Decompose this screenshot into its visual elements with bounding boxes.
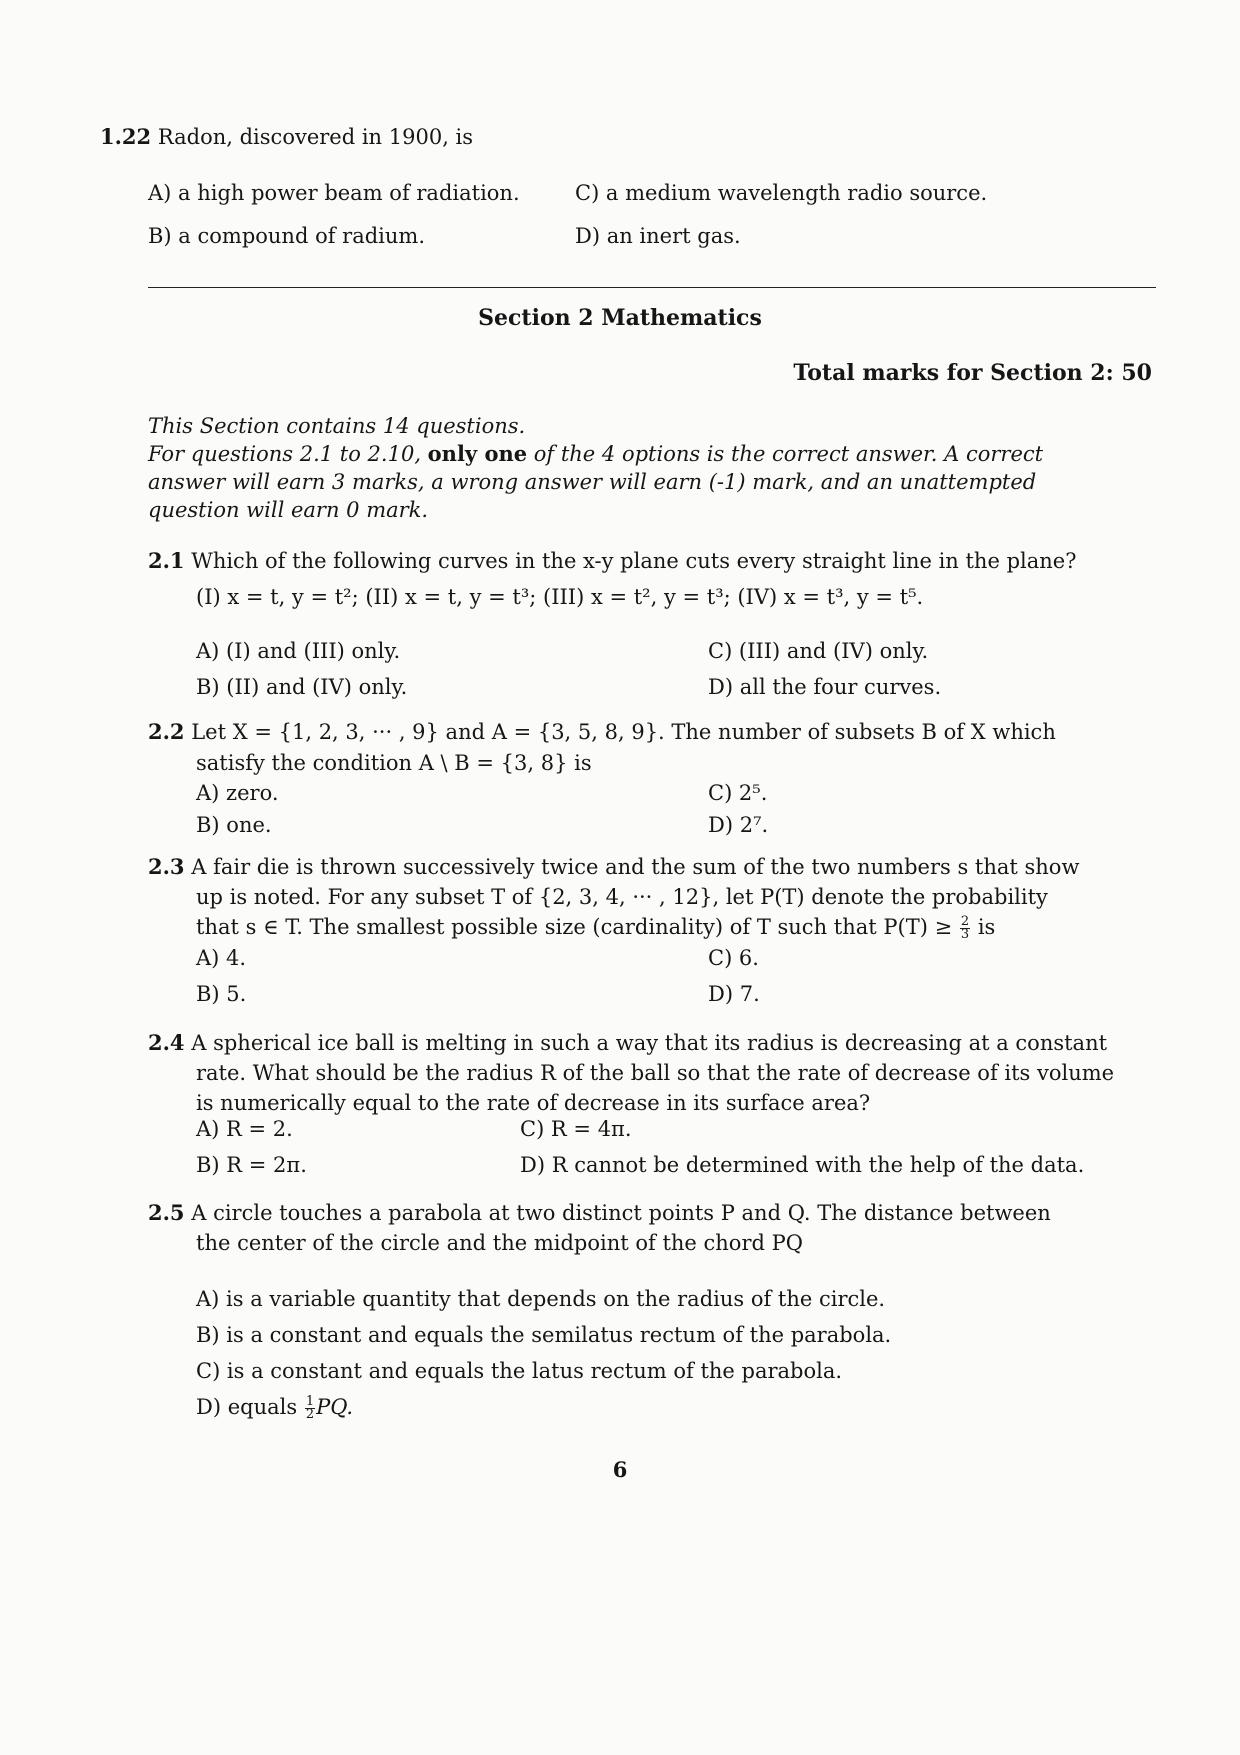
option-text: PQ. [316,1395,354,1419]
question-number: 2.3 [148,854,185,879]
question-number: 2.1 [148,548,185,573]
question-number: 2.5 [148,1200,185,1225]
question-number: 2.2 [148,719,185,744]
section-intro-line-1: This Section contains 14 questions. [148,414,526,438]
option-d: D) 2⁷. [708,813,769,837]
fraction [960,916,970,941]
question-2-4-stem-line-2: rate. What should be the radius R of the ball so that the rate of decrease of its volume [196,1061,1115,1085]
question-2-3-stem-line-2: up is noted. For any subset T of {2, 3, 4, ··· , 12}, let P(T) denote the probability [196,885,1048,909]
question-text: A fair die is thrown successively twice and the sum of the two numbers s that show [191,855,1080,879]
section-intro-line-4: question will earn 0 mark. [148,498,429,522]
question-text: that s ∈ T. The smallest possible size (cardinality) of T such that P(T) ≥ [196,915,953,939]
fraction-numerator: 2 [960,914,970,929]
question-2-2-stem-line-2: satisfy the condition A \ B = {3, 8} is [196,751,592,775]
fraction-numerator: 1 [305,1394,315,1409]
option-c: C) (III) and (IV) only. [708,639,929,663]
question-2-4-stem [148,1030,1107,1056]
option-d: D) R cannot be determined with the help of the data. [520,1153,1085,1177]
option-c: C) is a constant and equals the latus rectum of the parabola. [196,1359,843,1383]
intro-text: of the 4 options is the correct answer. A correct [527,442,1044,466]
section-intro-line-3: answer will earn 3 marks, a wrong answer will earn (-1) mark, and an unattempted [148,470,1037,494]
option-b: B) is a constant and equals the semilatus rectum of the parabola. [196,1323,892,1347]
question-2-1-curves: (I) x = t, y = t²; (II) x = t, y = t³; (III) x = t², y = t³; (IV) x = t³, y = t⁵. [196,585,924,609]
fraction-denominator: 3 [960,927,970,942]
section-title: Section 2 Mathematics [478,305,762,331]
option-text: D) equals [196,1395,298,1419]
option-d: D) all the four curves. [708,675,942,699]
option-b: B) one. [196,813,272,837]
option-a: A) a high power beam of radiation. [148,181,520,205]
question-number: 2.4 [148,1030,185,1055]
page-number: 6 [612,1457,628,1482]
question-text: A spherical ice ball is melting in such a way that its radius is decreasing at a constant [191,1031,1108,1055]
option-a: A) R = 2. [196,1117,293,1141]
question-text: A circle touches a parabola at two distinct points P and Q. The distance between [191,1201,1051,1225]
fraction-denominator: 2 [305,1407,315,1422]
section-intro-line-2 [148,441,1043,467]
question-2-4-stem-line-3: is numerically equal to the rate of decrease in its surface area? [196,1091,871,1115]
intro-emphasis: only one [427,441,528,466]
question-text: is [977,915,996,939]
option-b: B) a compound of radium. [148,224,425,248]
question-2-5-stem [148,1200,1051,1226]
intro-text: For questions 2.1 to 2.10, [148,442,428,466]
option-c: C) a medium wavelength radio source. [575,181,988,205]
question-text: Which of the following curves in the x-y plane cuts every straight line in the plane? [191,549,1077,573]
option-b: B) 5. [196,982,247,1006]
question-1-22-stem [100,124,473,150]
option-a: A) zero. [196,781,279,805]
question-text: Radon, discovered in 1900, is [157,125,474,149]
question-number: 1.22 [100,124,152,149]
question-2-3-stem-line-3 [196,914,995,941]
question-2-1-stem [148,548,1076,574]
option-b: B) R = 2π. [196,1153,307,1177]
option-c: C) 6. [708,946,759,970]
option-b: B) (II) and (IV) only. [196,675,408,699]
option-a: A) 4. [196,946,247,970]
section-total-marks: Total marks for Section 2: 50 [793,360,1152,386]
section-divider [148,287,1156,288]
option-d: D) 7. [708,982,760,1006]
option-d: D) an inert gas. [575,224,741,248]
question-2-3-stem [148,854,1079,880]
option-d [196,1394,353,1421]
fraction [305,1396,315,1421]
option-a: A) (I) and (III) only. [196,639,401,663]
option-c: C) R = 4π. [520,1117,632,1141]
question-text: Let X = {1, 2, 3, ··· , 9} and A = {3, 5, 8, 9}. The number of subsets B of X which [191,720,1056,744]
option-c: C) 2⁵. [708,781,768,805]
question-2-2-stem [148,719,1056,745]
option-a: A) is a variable quantity that depends on the radius of the circle. [196,1287,886,1311]
question-2-5-stem-line-2: the center of the circle and the midpoint of the chord PQ [196,1231,803,1255]
